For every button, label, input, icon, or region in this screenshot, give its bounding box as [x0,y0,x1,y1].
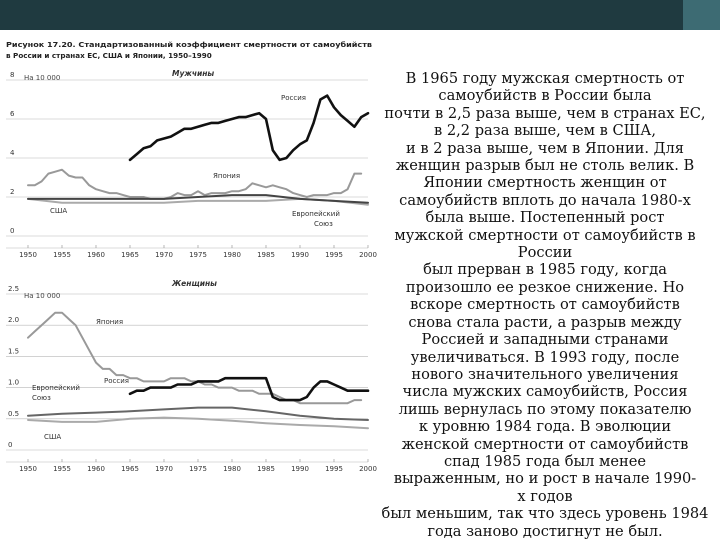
y-tick-label: 2.0 [8,316,20,325]
y-tick-label: 0.5 [8,409,20,418]
description-text [378,70,712,540]
y-tick-label: 8 [10,71,15,79]
series-label: Европейский [292,210,340,218]
x-tick-label: 1990 [291,465,309,473]
description-line: женщин разрыв был не столь велик. В [395,157,695,175]
x-tick-label: 1995 [325,465,343,473]
x-tick-label: 1955 [53,465,71,473]
y-tick-label: 1.0 [8,378,20,387]
description-line: была выше. Постепенный рост [425,209,665,227]
x-tick-label: 1970 [155,251,173,259]
description-line: самоубийств вплоть до начала 1980-х [399,191,691,209]
x-tick-label: 1980 [223,465,241,473]
description-line: мужской смертности от самоубийств в [394,226,696,244]
x-tick-label: 1960 [87,251,105,259]
x-tick-label: 1970 [155,465,173,473]
series-label: США [44,433,62,441]
description-line: спад 1985 года был менее [443,452,647,470]
y-tick-label: 0 [8,441,13,449]
x-tick-label: 1985 [257,251,275,259]
description-line: х годов [517,487,573,505]
series-line [130,96,368,160]
y-tick-label: 2 [10,188,15,196]
description-line: В 1965 году мужская смертность от [405,70,685,87]
description-line: почти в 2,5 раза выше, чем в странах ЕС, [384,104,706,122]
x-tick-label: 1990 [291,251,309,259]
description-line: снова стала расти, а разрыв между [408,313,682,331]
series-label: Россия [104,377,129,385]
y-tick-label: 6 [10,110,15,118]
unit-label: На 10 000 [24,292,61,300]
description-line: выраженным, но и рост в начале 1990- [393,470,697,488]
x-tick-label: 1975 [189,251,207,259]
figure-title-line2: в России и странах ЕС, США и Японии, 1950–1990 [6,51,212,60]
series-label: Европейский [32,384,80,392]
description-line: вскоре смертность от самоубийств [410,296,680,314]
description-line: к уровню 1984 года. В эволюции [418,418,672,436]
series-line [28,170,361,199]
series-label: США [50,207,68,215]
description-line: в 2,2 раза выше, чем в США, [434,122,656,140]
series-label: Союз [32,394,51,402]
series-line [28,418,368,429]
series-label: Россия [281,94,306,102]
x-tick-label: 1980 [223,251,241,259]
description-line: лишь вернулась по этому показателю [398,400,692,418]
figure-title-line1: Рисунок 17.20. Стандартизованный коэффициент смертности от самоубийств [6,40,373,49]
x-tick-label: 1950 [19,465,37,473]
chart-title: Женщины [172,279,217,288]
description-line: был меньшим, так что здесь уровень 1984 [381,505,709,523]
description-line: и в 2 раза выше, чем в Японии. Для [405,139,685,157]
chart-title: Мужчины [172,69,215,78]
description-line: России [517,244,573,262]
y-tick-label: 2.5 [8,285,20,293]
description-line: самоубийств в России была [438,87,652,105]
series-label: Япония [96,318,124,326]
x-tick-label: 1965 [121,465,139,473]
y-tick-label: 1.5 [8,347,20,356]
description-line: числа мужских самоубийств, Россия [402,383,688,401]
description-line: года заново достигнут не был. [427,522,663,540]
y-tick-label: 0 [10,227,15,235]
x-tick-label: 2000 [359,465,377,473]
x-tick-label: 1950 [19,251,37,259]
series-label: Япония [213,172,241,180]
y-tick-label: 4 [10,149,15,157]
x-tick-label: 1995 [325,251,343,259]
female-chart [6,279,377,473]
slide-header-bar [0,0,720,30]
description-line: произошло ее резкое снижение. Но [405,278,685,296]
description-line: Японии смертность женщин от [423,174,667,192]
x-tick-label: 2000 [359,251,377,259]
series-label: Союз [314,220,333,228]
description-line: Россией и западными странами [421,331,669,349]
x-tick-label: 1955 [53,251,71,259]
x-tick-label: 1985 [257,465,275,473]
suicide-rate-figure [0,30,378,480]
description-line: нового значительного увеличения [411,365,679,383]
description-line: женской смертности от самоубийств [401,435,689,453]
x-tick-label: 1960 [87,465,105,473]
header-accent [683,0,720,30]
x-tick-label: 1965 [121,251,139,259]
x-tick-label: 1975 [189,465,207,473]
unit-label: На 10 000 [24,74,61,82]
description-line: был прерван в 1985 году, когда [423,261,667,279]
male-chart [6,69,377,259]
description-line: увеличиваться. В 1993 году, после [410,348,680,366]
description-panel [378,70,712,540]
